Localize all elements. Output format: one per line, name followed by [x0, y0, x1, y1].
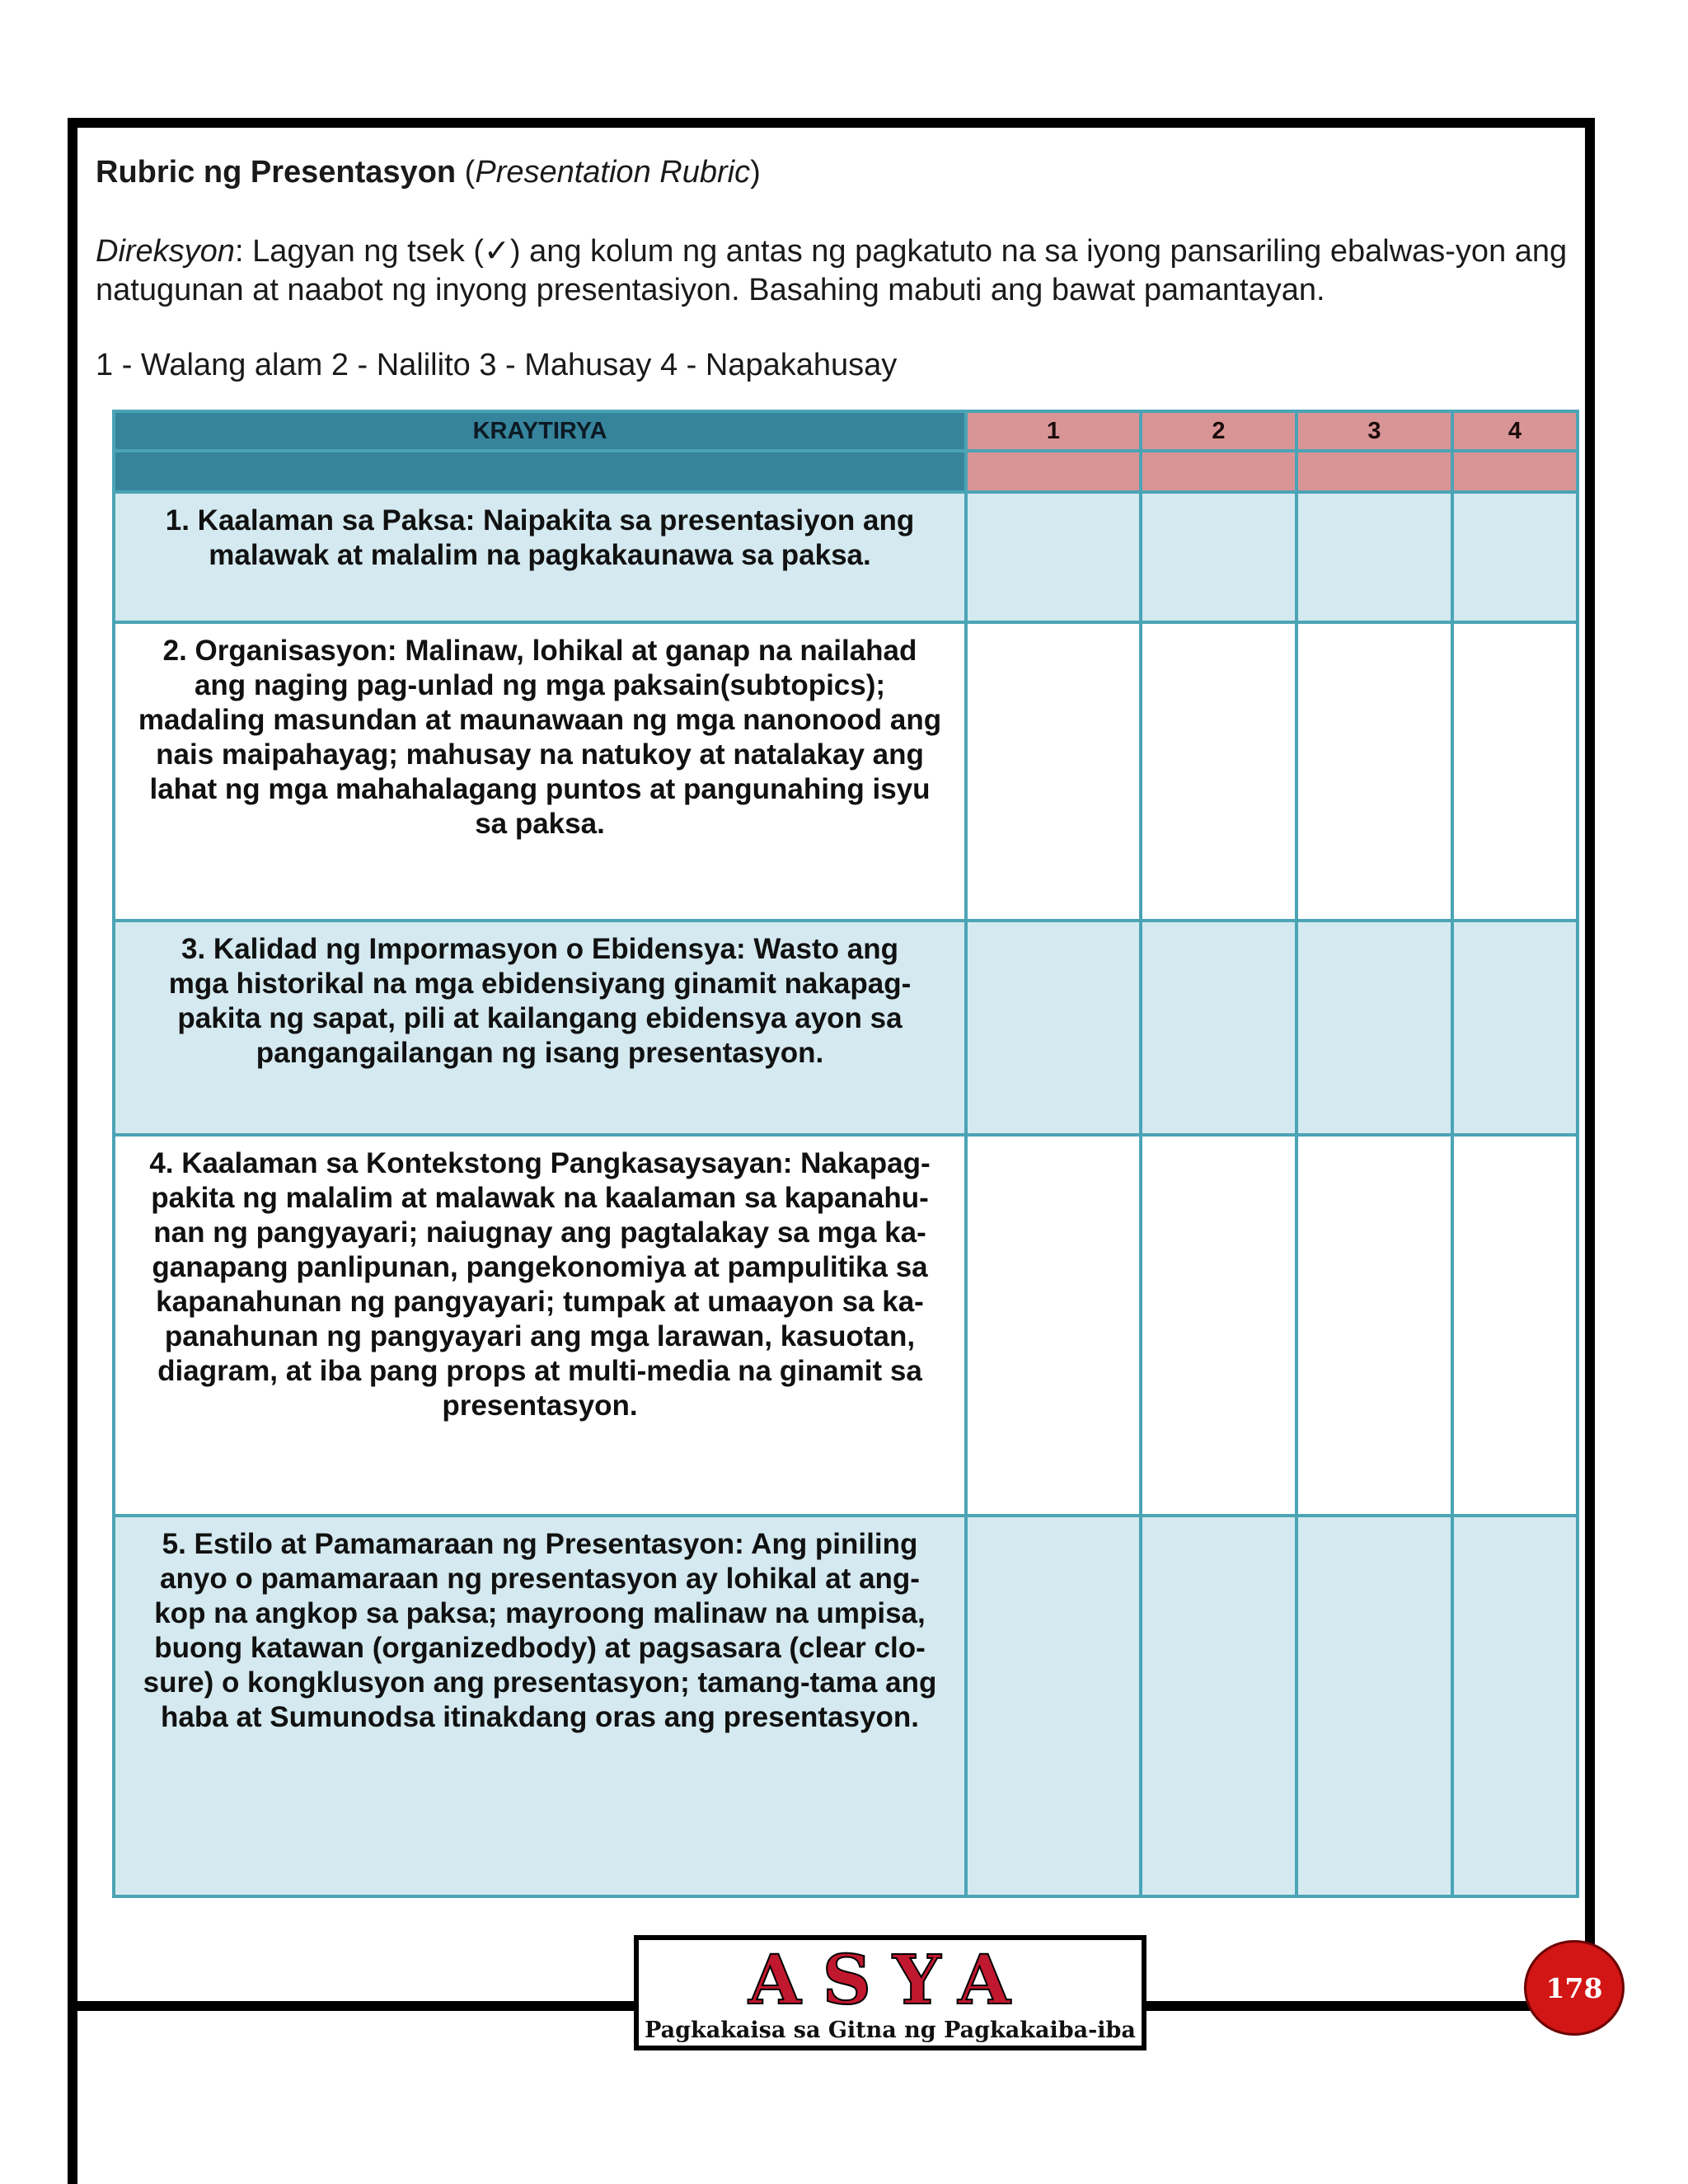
scale-legend: 1 - Walang alam 2 - Nalilito 3 - Mahusay 4 - Napakahusay	[96, 348, 898, 382]
score-cell[interactable]	[1141, 1516, 1296, 1896]
score-cell[interactable]	[966, 622, 1141, 921]
score-header-4: 4	[1452, 411, 1578, 451]
score-cell[interactable]	[1296, 921, 1452, 1135]
page-number-badge: 178	[1524, 1940, 1625, 2036]
score-cell[interactable]	[1141, 921, 1296, 1135]
criterion-5: 5. Estilo at Pamamaraan ng Presentasyon: Ang piniling anyo o pamamaraan ng presentasyon ay lohikal at ang- kop na angkop sa paksa; mayroong malinaw na umpisa, buong katawan (organizedbody) at pagsasara (clear clo- sure) o kongklusyon ang presentasyon; tamang-tama ang haba at Sumunodsa itinakdang oras ang presentasyon.	[114, 1516, 966, 1896]
score-cell[interactable]	[1141, 622, 1296, 921]
score-cell[interactable]	[1296, 622, 1452, 921]
score-cell[interactable]	[1452, 1516, 1578, 1896]
score-cell[interactable]	[1296, 492, 1452, 622]
title-close-paren: )	[750, 155, 761, 190]
title-english: Presentation Rubric	[475, 155, 751, 190]
table-row	[114, 492, 1578, 622]
header-band-row	[114, 451, 1578, 492]
directions	[96, 232, 1571, 310]
score-band-cell	[966, 451, 1141, 492]
score-cell[interactable]	[966, 1516, 1141, 1896]
score-cell[interactable]	[966, 921, 1141, 1135]
criterion-2: 2. Organisasyon: Malinaw, lohikal at ganap na nailahad ang naging pag-unlad ng mga paksain(subtopics); madaling masundan at maunawaan ng mga nanonood ang nais maipahayag; mahusay na natukoy at natalakay ang lahat ng mga mahahalagang puntos at pangunahing isyu sa paksa.	[114, 622, 966, 921]
table-row	[114, 1135, 1578, 1516]
score-cell[interactable]	[1452, 921, 1578, 1135]
score-cell[interactable]	[1141, 492, 1296, 622]
criteria-band	[114, 451, 966, 492]
score-cell[interactable]	[1452, 492, 1578, 622]
directions-text: : Lagyan ng tsek (✓) ang kolum ng antas ng pagkatuto na sa iyong pansariling ebalwas-yon ang natugunan at naabot ng inyong presentasiyon. Basahing mabuti ang bawat pamantayan.	[96, 234, 1568, 307]
score-cell[interactable]	[1141, 1135, 1296, 1516]
score-band-cell	[1296, 451, 1452, 492]
logo-tagline: Pagkakaisa sa Gitna ng Pagkakaiba-iba	[645, 2018, 1136, 2043]
page-title	[96, 155, 761, 190]
title-bold: Rubric ng Presentasyon	[96, 155, 457, 190]
rubric-table	[112, 410, 1579, 1898]
score-cell[interactable]	[966, 492, 1141, 622]
header-row	[114, 411, 1578, 451]
score-header-1: 1	[966, 411, 1141, 451]
score-cell[interactable]	[1452, 1135, 1578, 1516]
score-cell[interactable]	[966, 1135, 1141, 1516]
criterion-3: 3. Kalidad ng Impormasyon o Ebidensya: Wasto ang mga historikal na mga ebidensiyang ginamit nakapag-pakita ng sapat, pili at kailangang ebidensya ayon sa pangangailangan ng isang presentasyon.	[114, 921, 966, 1135]
score-cell[interactable]	[1452, 622, 1578, 921]
logo-word: ASYA	[748, 1941, 1032, 2020]
score-header-3: 3	[1296, 411, 1452, 451]
table-row	[114, 622, 1578, 921]
criteria-header: KRAYTIRYA	[114, 411, 966, 451]
page-frame-right	[1585, 118, 1595, 2011]
score-cell[interactable]	[1296, 1135, 1452, 1516]
table-row	[114, 1516, 1578, 1896]
criterion-4: 4. Kaalaman sa Kontekstong Pangkasaysayan: Nakapag-pakita ng malalim at malawak na kaalaman sa kapanahu- nan ng pangyayari; naiugnay ang pagtalakay sa mga ka- ganapang panlipunan, pangekonomiya at pampulitika sa kapanahunan ng pangyayari; tumpak at umaayon sa ka- panahunan ng pangyayari ang mga larawan, kasuotan, diagram, at iba pang props at multi-media na ginamit sa presentasyon.	[114, 1135, 966, 1516]
score-band-cell	[1141, 451, 1296, 492]
table-row	[114, 921, 1578, 1135]
score-cell[interactable]	[1296, 1516, 1452, 1896]
score-header-2: 2	[1141, 411, 1296, 451]
page-frame-left	[68, 118, 77, 2184]
page-frame-top	[68, 118, 1595, 128]
directions-label: Direksyon	[96, 234, 235, 269]
criterion-1: 1. Kaalaman sa Paksa: Naipakita sa presentasiyon ang malawak at malalim na pagkakaunawa sa paksa.	[114, 492, 966, 622]
asya-logo	[634, 1935, 1146, 2050]
score-band-cell	[1452, 451, 1578, 492]
title-open-paren: (	[456, 155, 476, 190]
